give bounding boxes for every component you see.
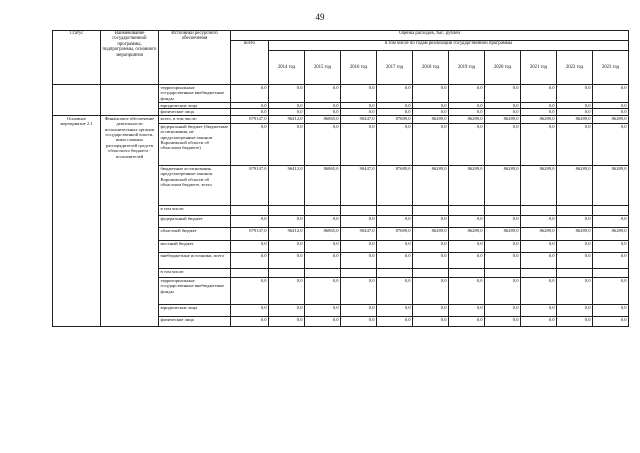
value-cell: 0,0: [485, 85, 521, 103]
value-cell: 0,0: [485, 123, 521, 165]
value-cell: 0,0: [341, 316, 377, 326]
value-cell: 0,0: [413, 85, 449, 103]
value-cell: 0,0: [521, 215, 557, 227]
value-cell: 0,0: [593, 103, 629, 109]
value-cell: 0,0: [593, 316, 629, 326]
value-cell: 0,0: [521, 316, 557, 326]
value-cell: 0,0: [231, 304, 269, 316]
value-cell: 0,0: [341, 240, 377, 252]
value-cell: 0,0: [305, 123, 341, 165]
value-cell: 0,0: [557, 277, 593, 304]
name-cell: Финансовое обеспечение деятельности исполнительных органов государственной власти, иных главных распорядителей средств областного бюджета - исполнителей: [101, 115, 159, 326]
header-year: 2021 год: [521, 51, 557, 85]
value-cell: 0,0: [557, 304, 593, 316]
source-cell: в том числе:: [159, 205, 231, 215]
value-cell: 0,0: [449, 215, 485, 227]
value-cell: 0,0: [593, 304, 629, 316]
value-cell: 0,0: [305, 277, 341, 304]
value-cell: 0,0: [341, 103, 377, 109]
value-cell: 0,0: [521, 277, 557, 304]
value-cell: 86289,0: [593, 165, 629, 205]
value-cell: 0,0: [593, 109, 629, 115]
value-cell: 0,0: [341, 109, 377, 115]
value-cell: 0,0: [377, 252, 413, 268]
value-cell: 0,0: [413, 252, 449, 268]
value-cell: 0,0: [377, 215, 413, 227]
value-cell: 0,0: [521, 240, 557, 252]
value-cell: 0,0: [485, 277, 521, 304]
value-cell: 90447,0: [341, 165, 377, 205]
header-status: Статус: [53, 31, 101, 85]
value-cell: [231, 268, 269, 277]
value-cell: 86865,0: [305, 165, 341, 205]
value-cell: 0,0: [341, 85, 377, 103]
header-year: 2017 год: [377, 51, 413, 85]
value-cell: 0,0: [231, 316, 269, 326]
value-cell: 86289,0: [413, 115, 449, 123]
source-cell: всего, в том числе:: [159, 115, 231, 123]
value-cell: 86289,0: [485, 227, 521, 240]
value-cell: 0,0: [269, 123, 305, 165]
value-cell: 96412,0: [269, 115, 305, 123]
source-cell: бюджетные ассигнования, предусмотренные законом Воронежской области об областном бюджете, всего: [159, 165, 231, 205]
value-cell: 0,0: [449, 277, 485, 304]
value-cell: 0,0: [341, 304, 377, 316]
value-cell: 0,0: [305, 240, 341, 252]
value-cell: [557, 205, 593, 215]
value-cell: 0,0: [521, 252, 557, 268]
value-cell: 0,0: [269, 85, 305, 103]
source-cell: физические лица: [159, 316, 231, 326]
value-cell: 0,0: [305, 109, 341, 115]
value-cell: 0,0: [449, 85, 485, 103]
value-cell: [341, 268, 377, 277]
value-cell: 90447,0: [341, 115, 377, 123]
header-year: 2023 год: [593, 51, 629, 85]
value-cell: 0,0: [593, 240, 629, 252]
value-cell: 0,0: [269, 277, 305, 304]
value-cell: 0,0: [557, 123, 593, 165]
value-cell: 0,0: [305, 252, 341, 268]
expenditure-table: [52, 30, 629, 327]
source-cell: федеральный бюджет (бюджетные ассигнования, не предусмотренные законом Воронежской области об областном бюджете): [159, 123, 231, 165]
value-cell: [485, 268, 521, 277]
value-cell: [557, 268, 593, 277]
value-cell: 86289,0: [593, 115, 629, 123]
header-year: 2020 год: [485, 51, 521, 85]
value-cell: 0,0: [557, 103, 593, 109]
value-cell: 0,0: [521, 123, 557, 165]
value-cell: 0,0: [449, 252, 485, 268]
value-cell: 0,0: [593, 277, 629, 304]
value-cell: 0,0: [377, 304, 413, 316]
header-year: 2014 год: [269, 51, 305, 85]
value-cell: 87689,0: [377, 227, 413, 240]
value-cell: 0,0: [413, 123, 449, 165]
value-cell: 0,0: [377, 103, 413, 109]
value-cell: 0,0: [377, 240, 413, 252]
header-year: 2016 год: [341, 51, 377, 85]
value-cell: [305, 205, 341, 215]
value-cell: 0,0: [231, 252, 269, 268]
value-cell: [413, 268, 449, 277]
value-cell: 0,0: [377, 109, 413, 115]
value-cell: 0,0: [341, 277, 377, 304]
value-cell: 0,0: [341, 123, 377, 165]
value-cell: 87689,0: [377, 165, 413, 205]
header-source: Источники ресурсного обеспечения: [159, 31, 231, 85]
value-cell: 0,0: [305, 103, 341, 109]
value-cell: 0,0: [377, 316, 413, 326]
header-total: всего: [231, 41, 269, 85]
value-cell: 0,0: [413, 304, 449, 316]
value-cell: 0,0: [377, 123, 413, 165]
value-cell: 0,0: [557, 215, 593, 227]
value-cell: [485, 205, 521, 215]
value-cell: 0,0: [449, 123, 485, 165]
source-cell: федеральный бюджет: [159, 215, 231, 227]
value-cell: 0,0: [305, 304, 341, 316]
value-cell: 0,0: [413, 277, 449, 304]
value-cell: [413, 205, 449, 215]
value-cell: 86289,0: [557, 227, 593, 240]
header-year: 2019 год: [449, 51, 485, 85]
source-cell: областной бюджет: [159, 227, 231, 240]
status-cell: Основное мероприятие 2.1: [53, 115, 101, 326]
source-cell: территориальные государственные внебюджетные фонды: [159, 85, 231, 103]
value-cell: 87689,0: [377, 115, 413, 123]
value-cell: 0,0: [377, 277, 413, 304]
value-cell: 86865,0: [305, 227, 341, 240]
value-cell: 0,0: [231, 85, 269, 103]
value-cell: 0,0: [485, 109, 521, 115]
value-cell: 0,0: [305, 316, 341, 326]
value-cell: 0,0: [593, 85, 629, 103]
value-cell: 0,0: [557, 109, 593, 115]
value-cell: 0,0: [413, 316, 449, 326]
value-cell: [521, 205, 557, 215]
value-cell: 86289,0: [521, 115, 557, 123]
value-cell: 0,0: [557, 316, 593, 326]
header-name: Наименование государственной программы, подпрограммы, основного мероприятия: [101, 31, 159, 85]
value-cell: 0,0: [557, 252, 593, 268]
value-cell: 0,0: [269, 103, 305, 109]
value-cell: 0,0: [377, 85, 413, 103]
value-cell: 0,0: [593, 252, 629, 268]
value-cell: [593, 268, 629, 277]
value-cell: 0,0: [521, 109, 557, 115]
value-cell: [449, 205, 485, 215]
value-cell: 0,0: [269, 304, 305, 316]
value-cell: 86289,0: [557, 165, 593, 205]
header-estimate: Оценка расходов, тыс. рублей: [231, 31, 629, 41]
value-cell: 0,0: [449, 103, 485, 109]
value-cell: [377, 268, 413, 277]
value-cell: 0,0: [341, 215, 377, 227]
value-cell: [305, 268, 341, 277]
source-cell: в том числе:: [159, 268, 231, 277]
status-cell: [53, 85, 101, 116]
value-cell: 879147,0: [231, 227, 269, 240]
value-cell: 86289,0: [521, 165, 557, 205]
value-cell: 86289,0: [521, 227, 557, 240]
value-cell: 86289,0: [413, 165, 449, 205]
value-cell: 879147,0: [231, 115, 269, 123]
value-cell: 90447,0: [341, 227, 377, 240]
header-incl-years: в том числе по годам реализации государственной программы: [269, 41, 629, 51]
page-number: 49: [315, 12, 325, 22]
value-cell: 0,0: [557, 240, 593, 252]
value-cell: 0,0: [413, 103, 449, 109]
value-cell: 0,0: [485, 304, 521, 316]
value-cell: 0,0: [521, 85, 557, 103]
value-cell: 86289,0: [449, 227, 485, 240]
source-cell: местный бюджет: [159, 240, 231, 252]
header-year: 2015 год: [305, 51, 341, 85]
value-cell: 0,0: [231, 240, 269, 252]
value-cell: 0,0: [485, 240, 521, 252]
source-cell: юридические лица: [159, 304, 231, 316]
value-cell: 86865,0: [305, 115, 341, 123]
value-cell: 0,0: [305, 85, 341, 103]
value-cell: 0,0: [269, 215, 305, 227]
value-cell: [593, 205, 629, 215]
value-cell: 0,0: [305, 215, 341, 227]
value-cell: 0,0: [593, 123, 629, 165]
value-cell: 0,0: [485, 316, 521, 326]
value-cell: 0,0: [449, 316, 485, 326]
value-cell: 0,0: [231, 123, 269, 165]
value-cell: 96412,0: [269, 227, 305, 240]
value-cell: 0,0: [269, 109, 305, 115]
value-cell: 0,0: [269, 316, 305, 326]
value-cell: 879147,0: [231, 165, 269, 205]
value-cell: [269, 268, 305, 277]
header-year: 2018 год: [413, 51, 449, 85]
value-cell: [341, 205, 377, 215]
value-cell: 0,0: [231, 277, 269, 304]
value-cell: 0,0: [485, 103, 521, 109]
value-cell: 0,0: [485, 215, 521, 227]
value-cell: 0,0: [521, 103, 557, 109]
value-cell: [521, 268, 557, 277]
source-cell: физические лица: [159, 109, 231, 115]
value-cell: [377, 205, 413, 215]
value-cell: 0,0: [449, 304, 485, 316]
source-cell: территориальные государственные внебюджетные фонды: [159, 277, 231, 304]
value-cell: 0,0: [593, 215, 629, 227]
value-cell: 0,0: [557, 85, 593, 103]
value-cell: 0,0: [449, 109, 485, 115]
value-cell: 86289,0: [557, 115, 593, 123]
value-cell: 0,0: [485, 252, 521, 268]
value-cell: 0,0: [231, 109, 269, 115]
value-cell: 0,0: [269, 240, 305, 252]
value-cell: 0,0: [521, 304, 557, 316]
name-cell: [101, 85, 159, 116]
value-cell: [449, 268, 485, 277]
value-cell: 86289,0: [593, 227, 629, 240]
value-cell: 0,0: [231, 215, 269, 227]
value-cell: 86289,0: [449, 115, 485, 123]
value-cell: 86289,0: [413, 227, 449, 240]
value-cell: 86289,0: [485, 165, 521, 205]
value-cell: 0,0: [413, 109, 449, 115]
value-cell: 0,0: [231, 103, 269, 109]
value-cell: 96412,0: [269, 165, 305, 205]
source-cell: юридические лица: [159, 103, 231, 109]
value-cell: 0,0: [413, 240, 449, 252]
value-cell: 86289,0: [485, 115, 521, 123]
value-cell: [269, 205, 305, 215]
table-row: [53, 115, 629, 123]
value-cell: 86289,0: [449, 165, 485, 205]
source-cell: внебюджетные источники, всего: [159, 252, 231, 268]
header-year: 2022 год: [557, 51, 593, 85]
table-row: [53, 85, 629, 103]
value-cell: 0,0: [413, 215, 449, 227]
value-cell: [231, 205, 269, 215]
value-cell: 0,0: [269, 252, 305, 268]
value-cell: 0,0: [449, 240, 485, 252]
value-cell: 0,0: [341, 252, 377, 268]
